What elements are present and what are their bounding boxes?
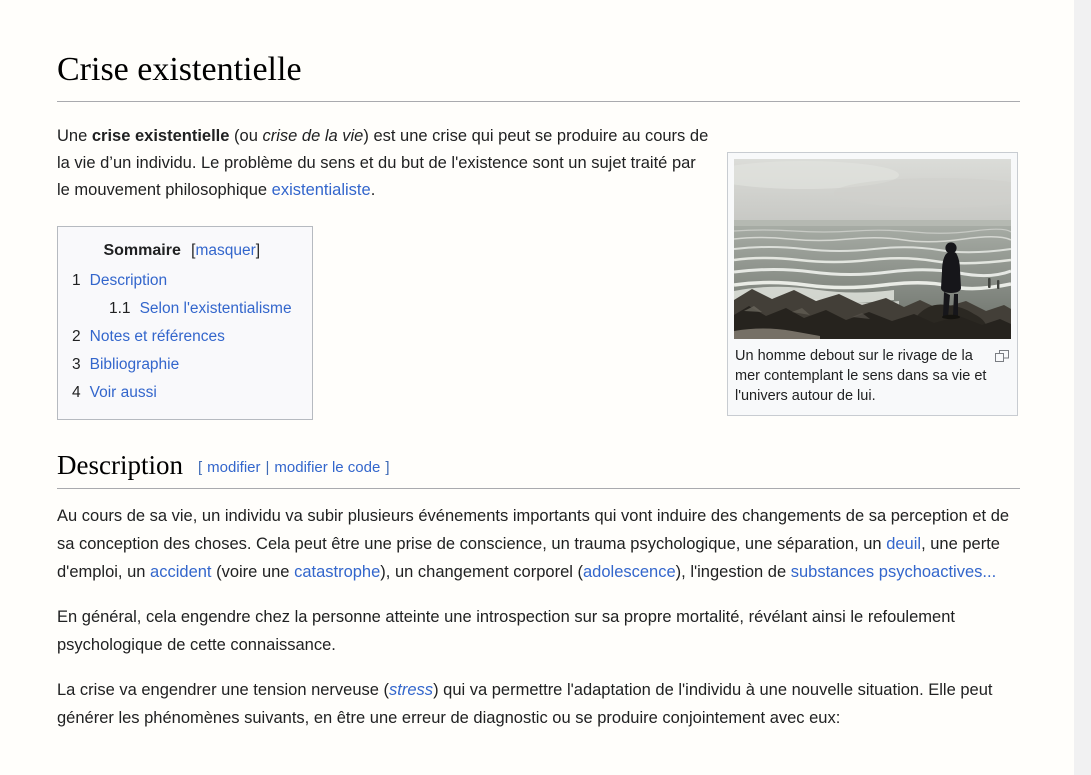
toc-title: Sommaire xyxy=(103,241,181,259)
toc-link-voir-aussi[interactable]: Voir aussi xyxy=(89,383,157,401)
table-of-contents xyxy=(57,226,313,420)
toc-number: 4 xyxy=(72,383,81,401)
magnify-icon[interactable] xyxy=(995,348,1010,360)
wiki-link[interactable]: substances psychoactives... xyxy=(790,562,997,581)
thumbnail-caption: Un homme debout sur le rivage de la mer contemplant le sens dans sa vie et l'univers autour de lui. xyxy=(735,347,987,404)
text-run: (voire une xyxy=(211,562,295,581)
toc-item-description xyxy=(72,267,292,295)
toc-link-description[interactable]: Description xyxy=(89,271,168,289)
italic-text: crise de la vie xyxy=(262,126,364,145)
text-run: . xyxy=(370,180,376,199)
text-run: Au cours de sa vie, un individu va subir plusieurs événements importants qui vont induire des changements de sa perception et de sa conception des choses. Cela peut être une prise de conscience, un trauma psychologique, une séparation, un xyxy=(57,506,1010,553)
text-run: La crise va engendrer une tension nerveuse ( xyxy=(57,680,390,699)
toc-item-selon-existentialisme xyxy=(72,295,292,323)
text-run: ) est une crise qui peut se produire au cours de la vie d’un individu. Le problème du sens et du but de l'existence sont un sujet traité par le mouvement philosophique xyxy=(57,126,709,199)
edit-separator: | xyxy=(265,458,270,476)
description-paragraph-3 xyxy=(57,676,1020,732)
toc-link-selon-existentialisme[interactable]: Selon l'existentialisme xyxy=(139,299,292,317)
wiki-link[interactable]: existentialiste xyxy=(271,180,371,199)
edit-bracket-open: [ xyxy=(197,458,203,476)
edit-link-modifier-le-code[interactable]: modifier le code xyxy=(274,458,381,476)
toc-toggle xyxy=(191,242,260,259)
toc-link-bibliographie[interactable]: Bibliographie xyxy=(89,355,180,373)
article-thumbnail xyxy=(727,152,1018,416)
edit-section-links xyxy=(198,459,390,476)
bold-text: crise existentielle xyxy=(91,126,230,145)
toc-item-voir-aussi xyxy=(72,379,292,407)
toc-list xyxy=(72,267,292,407)
wiki-link[interactable]: stress xyxy=(389,680,434,699)
wiki-link[interactable]: catastrophe xyxy=(294,562,381,581)
text-run: ), l'ingestion de xyxy=(675,562,791,581)
page-edge-strip xyxy=(1074,0,1091,775)
toc-item-bibliographie xyxy=(72,351,292,379)
toc-number: 3 xyxy=(72,355,81,373)
text-run: ), un changement corporel ( xyxy=(380,562,583,581)
article-photo[interactable] xyxy=(734,159,1011,339)
text-run: En général, cela engendre chez la personne atteinte une introspection sur sa propre mortalité, révélant ainsi le refoulement psychologique de cette connaissance. xyxy=(57,607,955,654)
article-content xyxy=(57,0,1020,732)
text-run: Une xyxy=(57,126,92,145)
text-run: ) qui va permettre l'adaptation de l'individu à une nouvelle situation. Elle peut générer les phénomènes suivants, en être une erreur de diagnostic ou se produire conjointement avec eux: xyxy=(57,680,993,727)
toc-toggle-masquer-link[interactable]: masquer xyxy=(195,241,256,259)
toc-toggle-bracket-close: ] xyxy=(255,241,261,259)
wiki-link[interactable]: deuil xyxy=(886,534,922,553)
wiki-link[interactable]: adolescence xyxy=(583,562,676,581)
text-run: , une perte d'emploi, un xyxy=(57,534,1000,581)
toc-toggle-bracket-open: [ xyxy=(191,241,196,259)
toc-number: 2 xyxy=(72,327,81,345)
section-heading-description: Description xyxy=(57,449,183,480)
text-run: (ou xyxy=(229,126,263,145)
description-paragraph-1 xyxy=(57,502,1020,586)
thumbnail-caption-area xyxy=(734,339,1011,409)
toc-number: 1 xyxy=(72,271,81,289)
section-heading-description-row xyxy=(57,450,1020,489)
toc-item-notes-et-references xyxy=(72,323,292,351)
edit-bracket-close: ] xyxy=(385,458,390,476)
toc-link-notes-et-references[interactable]: Notes et références xyxy=(89,327,225,345)
toc-number: 1.1 xyxy=(109,299,131,317)
edit-link-modifier[interactable]: modifier xyxy=(207,458,261,476)
page-title: Crise existentielle xyxy=(57,50,1020,102)
description-paragraph-2 xyxy=(57,603,1020,659)
wiki-link[interactable]: accident xyxy=(150,562,212,581)
